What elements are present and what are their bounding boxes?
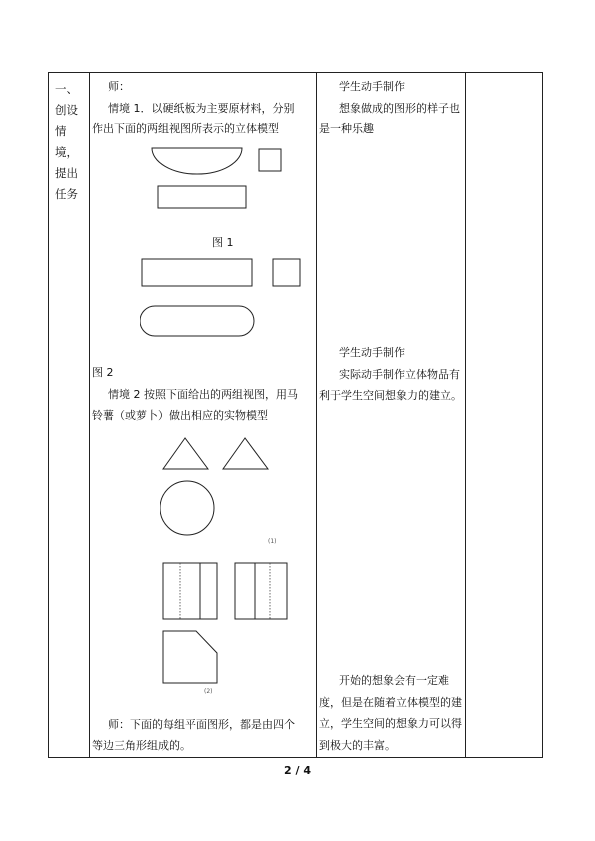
- figure-2-caption: 图 2: [92, 366, 114, 379]
- circle-view: [160, 481, 214, 535]
- student-block3-line1: 开始的想象会有一定难: [339, 674, 449, 687]
- rectangle-view: [158, 186, 246, 208]
- stage-line: 任务: [55, 187, 78, 201]
- figure-2-views: [140, 257, 315, 347]
- rounded-rectangle-view: [140, 306, 254, 336]
- scenario-2-views: [160, 435, 300, 695]
- stage-line: 一、: [55, 82, 78, 96]
- triangle-view-left: [163, 438, 208, 469]
- student-block3-line2: 度，但是在随着立体模型的建: [319, 696, 462, 709]
- student-block1-line1: 学生动手制作: [339, 80, 405, 93]
- figure-1-views: [148, 145, 298, 215]
- closing-line1: 师：下面的每组平面图形，都是由四个: [108, 718, 295, 731]
- scenario2-line1: 情境 2 按照下面给出的两组视图，用马: [108, 388, 298, 401]
- student-activity-cell: [317, 73, 466, 758]
- stage-line: 情: [55, 124, 67, 138]
- student-block2-line2: 实际动手制作立体物品有: [339, 368, 460, 381]
- teacher-activity-cell: [90, 73, 317, 758]
- scenario1-line2: 作出下面的两组视图所表示的立体模型: [92, 122, 279, 135]
- side-view: [235, 563, 287, 619]
- front-view: [163, 563, 217, 619]
- stage-line: 提出: [55, 166, 78, 180]
- marker-2: (2): [204, 688, 213, 695]
- square-view: [273, 259, 300, 286]
- small-square-view: [259, 149, 281, 171]
- semicircle-view: [152, 148, 242, 174]
- lesson-table: [48, 72, 543, 758]
- stage-cell: [49, 73, 90, 758]
- triangle-view-right: [223, 438, 268, 469]
- closing-line2: 等边三角形组成的。: [92, 739, 191, 752]
- student-block3-line4: 到极大的丰富。: [319, 739, 396, 752]
- student-block3-line3: 立，学生空间的想象力可以得: [319, 717, 462, 730]
- long-rectangle-view: [142, 259, 252, 286]
- student-block2-line3: 利于学生空间想象力的建立。: [319, 389, 462, 402]
- scenario1-line1: 情境 1．以硬纸板为主要原材料，分别: [108, 102, 295, 115]
- figure-1-caption: 图 1: [212, 236, 234, 249]
- notes-cell: [466, 73, 543, 758]
- page-number: 2 / 4: [284, 764, 311, 777]
- stage-line: 创设: [55, 103, 78, 117]
- marker-1: (1): [268, 538, 277, 545]
- scenario2-line2: 铃薯（或萝卜）做出相应的实物模型: [92, 409, 268, 422]
- student-block2-line1: 学生动手制作: [339, 346, 405, 359]
- stage-line: 境，: [55, 145, 78, 159]
- truncated-square-view: [163, 631, 217, 683]
- teacher-label: 师：: [108, 80, 130, 93]
- student-block1-line3: 是一种乐趣: [319, 122, 374, 135]
- student-block1-line2: 想象做成的图形的样子也: [339, 102, 460, 115]
